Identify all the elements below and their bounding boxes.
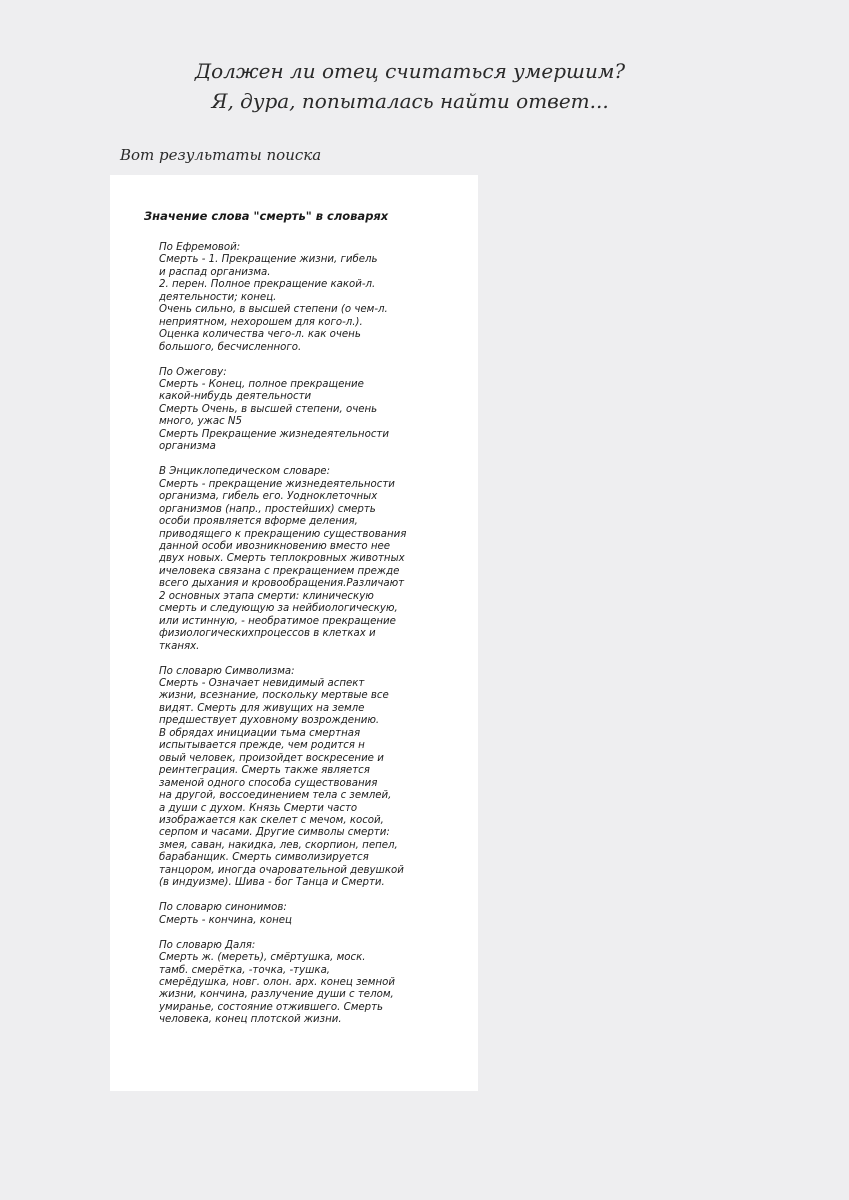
entry-text-line: большого, бесчисленного.: [159, 341, 302, 353]
entry-text-line: видят. Смерть для живущих на земле: [159, 702, 365, 714]
dictionary-entry: [159, 466, 449, 653]
entry-text-line: какой-нибудь деятельности: [159, 391, 312, 403]
entry-text-line: реинтеграция. Смерть также является: [159, 765, 370, 777]
entry-text-line: овый человек, произойдет воскресение и: [159, 752, 384, 764]
entry-text-line: всего дыхания и кровообращения.Различают: [159, 578, 405, 590]
entry-text-line: тканях.: [159, 640, 200, 652]
entry-text-line: или истинную, - необратимое прекращение: [159, 615, 396, 627]
entry-text-line: жизни, кончина, разлучение души с телом,: [159, 989, 394, 1001]
entry-text-line: Смерть - 1. Прекращение жизни, гибель: [159, 254, 378, 266]
entry-text-line: двух новых. Смерть теплокровных животных: [159, 553, 405, 565]
entry-source-label: По словарю синонимов:: [159, 902, 287, 914]
entry-text-line: много, ужас N5: [159, 416, 243, 428]
dictionary-entry: [159, 940, 449, 1027]
entry-source-label: По словарю Даля:: [159, 939, 256, 951]
header-line-2: Я, дура, попыталась найти ответ...: [211, 89, 609, 113]
entry-source-label: В Энциклопедическом словаре:: [159, 466, 331, 478]
header: [190, 56, 630, 116]
entry-text-line: Оценка количества чего-л. как очень: [159, 329, 361, 341]
entry-text-line: человека, конец плотской жизни.: [159, 1014, 342, 1026]
page-title: Значение слова "смерть" в словарях: [144, 209, 389, 223]
entry-text-line: особи проявляется вформе деления,: [159, 516, 358, 528]
entry-text-line: Смерть - Конец, полное прекращение: [159, 379, 364, 391]
entry-text-line: организма, гибель его. Уодноклеточных: [159, 491, 378, 503]
entry-text-line: деятельности; конец.: [159, 291, 277, 303]
entry-text-line: на другой, воссоединением тела с землей,: [159, 790, 392, 802]
entry-source-label: По словарю Символизма:: [159, 665, 295, 677]
entry-text-line: Смерть - прекращение жизнедеятельности: [159, 478, 395, 490]
entry-text-line: 2 основных этапа смерти: клиническую: [159, 590, 374, 602]
caption: Вот результаты поиска: [120, 146, 322, 164]
dictionary-entry: [159, 666, 449, 890]
entry-text-line: В обрядах инициации тьма смертная: [159, 727, 361, 739]
entry-text-line: испытывается прежде, чем родится н: [159, 740, 365, 752]
entry-text-line: жизни, всезнание, поскольку мертвые все: [159, 690, 389, 702]
entry-text-line: Смерть - Означает невидимый аспект: [159, 678, 365, 689]
entry-text-line: физиологическихпроцессов в клетках и: [159, 628, 376, 640]
entry-text-line: Смерть Прекращение жизнедеятельности: [159, 428, 389, 440]
entry-text-line: приводящего к прекращению существования: [159, 528, 407, 540]
entry-text-line: данной особи ивозникновению вместо нее: [159, 540, 391, 552]
entry-text-line: изображается как скелет с мечом, косой,: [159, 814, 384, 826]
dictionary-entries: [159, 242, 449, 1039]
entry-text-line: тамб. смерётка, -точка, -тушка,: [159, 964, 331, 976]
entry-text-line: и распад организма.: [159, 266, 271, 278]
entry-text-line: умиранье, состояние отжившего. Смерть: [159, 1001, 384, 1013]
header-line-1: Должен ли отец считаться умершим?: [194, 59, 626, 83]
entry-text-line: Смерть - кончина, конец: [159, 914, 292, 926]
entry-text-line: барабанщик. Смерть символизируется: [159, 852, 369, 864]
dictionary-entry: [159, 367, 449, 454]
entry-text-line: неприятном, нехорошем для кого-л.).: [159, 316, 363, 328]
entry-text-line: танцором, иногда очаровательной девушкой: [159, 864, 404, 876]
dictionary-entry: [159, 242, 449, 354]
dictionary-entry: [159, 902, 449, 927]
entry-text-line: заменой одного способа существования: [159, 777, 378, 789]
entry-text-line: организма: [159, 441, 216, 453]
entry-source-label: По Ожегову:: [159, 366, 227, 378]
entry-text-line: смерть и следующую за нейбиологическую,: [159, 603, 398, 615]
entry-text-line: Смерть ж. (мереть), смёртушка, моск.: [159, 952, 366, 964]
entry-source-label: По Ефремовой:: [159, 242, 241, 253]
entry-text-line: смерёдушка, новг. олон. арх. конец земной: [159, 976, 395, 988]
entry-text-line: (в индуизме). Шива - бог Танца и Смерти.: [159, 877, 385, 889]
entry-text-line: 2. перен. Полное прекращение какой-л.: [159, 279, 376, 291]
entry-text-line: змея, саван, накидка, лев, скорпион, пепел,: [159, 839, 398, 851]
entry-text-line: ичеловека связана с прекращением прежде: [159, 565, 400, 577]
entry-text-line: организмов (напр., простейших) смерть: [159, 503, 376, 515]
entry-text-line: предшествует духовному возрождению.: [159, 715, 380, 727]
entry-text-line: серпом и часами. Другие символы смерти:: [159, 827, 390, 839]
entry-text-line: Очень сильно, в высшей степени (о чем-л.: [159, 304, 388, 316]
entry-text-line: Смерть Очень, в высшей степени, очень: [159, 403, 378, 415]
entry-text-line: а души с духом. Князь Смерти часто: [159, 802, 358, 814]
search-result-page: [110, 175, 478, 1091]
